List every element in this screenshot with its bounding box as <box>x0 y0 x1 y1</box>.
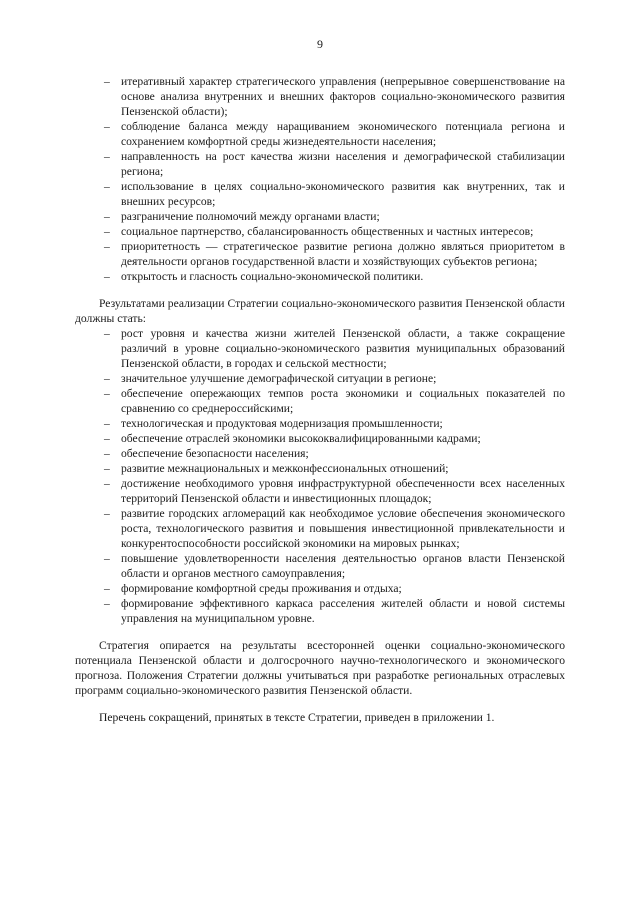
list-item <box>104 224 565 239</box>
dash-marker: – <box>104 150 110 163</box>
list-item <box>104 326 565 371</box>
dash-marker: – <box>104 507 110 520</box>
list-item-text: развитие межнациональных и межконфессиональных отношений; <box>121 462 449 475</box>
list-item-text: итеративный характер стратегического управления (непрерывное совершенствование на основе анализа внутренних и внешних факторов социально-экономического развития Пензенской области); <box>121 75 565 118</box>
results-list <box>104 326 565 626</box>
list-item <box>104 596 565 626</box>
list-item-text: значительное улучшение демографической ситуации в регионе; <box>121 372 437 385</box>
results-intro-paragraph: Результатами реализации Стратегии социально-экономического развития Пензенской области должны стать: <box>75 297 565 325</box>
list-item <box>104 179 565 209</box>
list-item-text: социальное партнерство, сбалансированность общественных и частных интересов; <box>121 225 534 238</box>
list-item <box>104 476 565 506</box>
list-item <box>104 446 565 461</box>
dash-marker: – <box>104 432 110 445</box>
dash-marker: – <box>104 462 110 475</box>
list-item <box>104 581 565 596</box>
list-item-text: соблюдение баланса между наращиванием экономического потенциала региона и сохранением комфортной среды жизнедеятельности населения; <box>121 120 565 148</box>
dash-marker: – <box>104 210 110 223</box>
list-item-text: использование в целях социально-экономического развития как внутренних, так и внешних ресурсов; <box>121 180 565 208</box>
dash-marker: – <box>104 387 110 400</box>
page-number: 9 <box>317 37 323 51</box>
list-item-text: формирование эффективного каркаса расселения жителей области и новой системы управления на муниципальном уровне. <box>121 597 565 625</box>
dash-marker: – <box>104 477 110 490</box>
dash-marker: – <box>104 240 110 253</box>
dash-marker: – <box>104 597 110 610</box>
list-item-text: развитие городских агломераций как необходимое условие обеспечения экономического роста, технологического развития и повышения инвестиционной привлекательности и конкурентоспособности российской экономики на мировых рынках; <box>121 507 565 550</box>
dash-marker: – <box>104 417 110 430</box>
list-item <box>104 431 565 446</box>
dash-marker: – <box>104 75 110 88</box>
list-item-text: формирование комфортной среды проживания и отдыха; <box>121 582 402 595</box>
list-item <box>104 461 565 476</box>
list-item <box>104 551 565 581</box>
dash-marker: – <box>104 225 110 238</box>
list-item-text: открытость и гласность социально-экономической политики. <box>121 270 424 283</box>
dash-marker: – <box>104 120 110 133</box>
list-item-text: повышение удовлетворенности населения деятельностью органов власти Пензенской области и органов местного самоуправления; <box>121 552 565 580</box>
list-item-text: разграничение полномочий между органами власти; <box>121 210 380 223</box>
list-item <box>104 386 565 416</box>
abbreviations-paragraph: Перечень сокращений, принятых в тексте Стратегии, приведен в приложении 1. <box>99 711 495 724</box>
strategy-paragraph: Стратегия опирается на результаты всесторонней оценки социально-экономического потенциала Пензенской области и долгосрочного научно-технологического и экономического прогноза. Положения Стратегии должны учитываться при разработке региональных отраслевых программ социально-экономического развития Пензенской области. <box>75 639 565 697</box>
list-item <box>104 416 565 431</box>
list-item-text: технологическая и продуктовая модернизация промышленности; <box>121 417 443 430</box>
list-item-text: обеспечение безопасности населения; <box>121 447 309 460</box>
list-item <box>104 269 565 284</box>
dash-marker: – <box>104 327 110 340</box>
dash-marker: – <box>104 270 110 283</box>
dash-marker: – <box>104 552 110 565</box>
list-item-text: приоритетность — стратегическое развитие региона должно являться приоритетом в деятельности органов государственной власти и хозяйствующих субъектов региона; <box>121 240 565 268</box>
list-item <box>104 239 565 269</box>
dash-marker: – <box>104 180 110 193</box>
list-item-text: достижение необходимого уровня инфраструктурной обеспеченности всех населенных территорий Пензенской области и инвестиционных площадок; <box>121 477 565 505</box>
dash-marker: – <box>104 582 110 595</box>
list-item-text: рост уровня и качества жизни жителей Пензенской области, а также сокращение различий в уровне социально-экономического развития муниципальных образований Пензенской области, в городах и сельской местности; <box>121 327 565 370</box>
list-item <box>104 506 565 551</box>
list-item-text: направленность на рост качества жизни населения и демографической стабилизации региона; <box>121 150 565 178</box>
list-item <box>104 209 565 224</box>
list-item-text: обеспечение опережающих темпов роста экономики и социальных показателей по сравнению со среднероссийскими; <box>121 387 565 415</box>
dash-marker: – <box>104 372 110 385</box>
dash-marker: – <box>104 447 110 460</box>
list-item <box>104 74 565 119</box>
list-item <box>104 119 565 149</box>
list-item <box>104 149 565 179</box>
list-item-text: обеспечение отраслей экономики высококвалифицированными кадрами; <box>121 432 481 445</box>
list-item <box>104 371 565 386</box>
page-content <box>75 74 565 725</box>
principles-list <box>104 74 565 284</box>
